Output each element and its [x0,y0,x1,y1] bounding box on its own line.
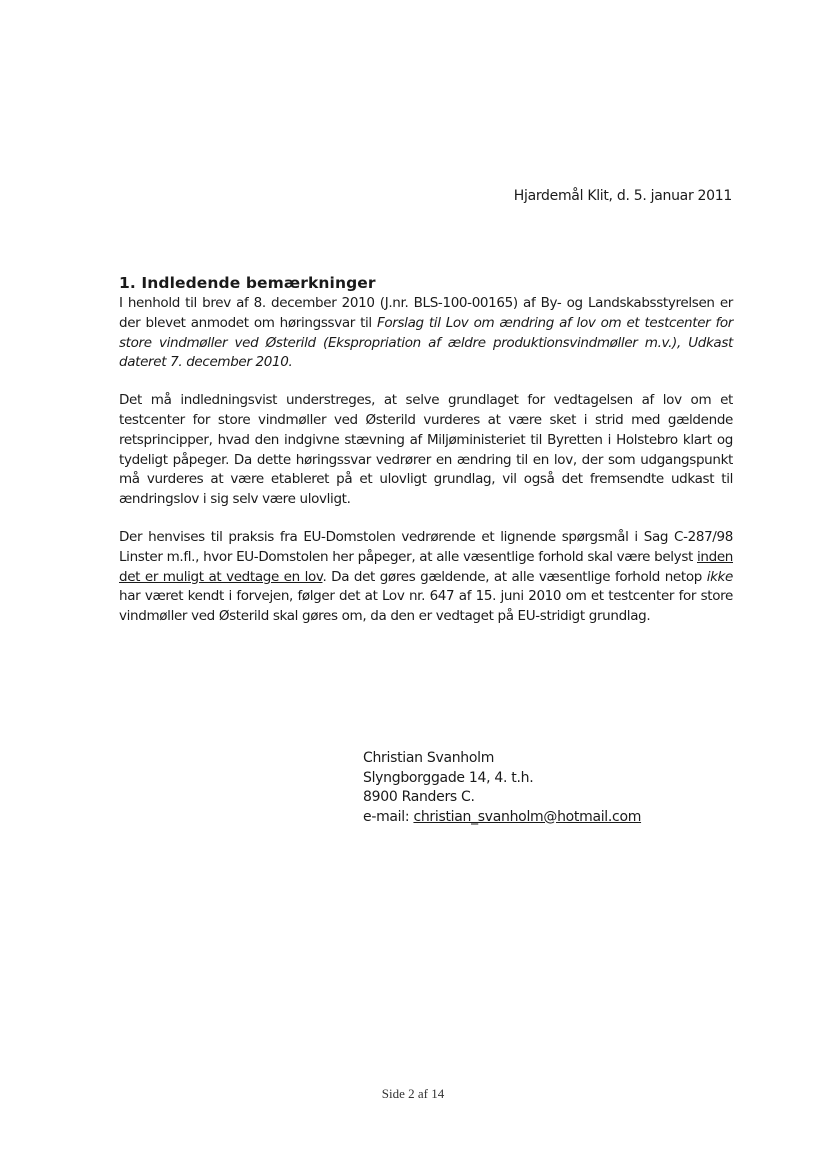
page-number: Side 2 af 14 [381,1086,445,1101]
paragraph-1 [119,294,733,373]
paragraph-3 [119,528,733,627]
signature-city: 8900 Randers C. [363,789,475,805]
paragraph-2: Det må indledningsvist understreges, at selve grundlaget for vedtagelsen af lov om et testcenter for store vindmøller ved Østerild vurderes at være sket i strid med gældende retsprincipper, hvad den indgivne stævning af Miljøministeriet til Byretten i Holstebro klart og tydeligt påpeger. Da dette høringssvar vedrører en ændring til en lov, der som udgangspunkt må vurderes at være etableret på et ulovligt grundlag, vil også det fremsendte udkast til ændringslov i sig selv være ulovligt. [119,392,733,508]
dateline: Hjardemål Klit, d. 5. januar 2011 [513,188,732,204]
paragraph-3-italic-word: ikke [706,568,733,585]
paragraph-3-text-a: Der henvises til praksis fra EU-Domstolen vedrørende et lignende spørgsmål i Sag C-287/98 Linster m.fl., hvor EU-Domstolen her påpeger, at alle væsentlige forhold skal være belyst [119,528,733,565]
paragraph-3-underlined-phrase: inden det er muligt at vedtage en lov [119,548,733,585]
signature-email-line [363,808,641,828]
signature-name: Christian Svanholm [363,750,495,766]
paragraph-3-text-c: har været kendt i forvejen, følger det at Lov nr. 647 af 15. juni 2010 om et testcenter for store vindmøller ved Østerild skal gøres om, da den er vedtaget på EU-stridigt grundlag. [119,588,733,625]
email-link[interactable]: christian_svanholm@hotmail.com [413,808,642,825]
section-introductory-remarks [119,274,733,645]
section-heading: 1. Indledende bemærkninger [119,274,376,292]
signature-street: Slyngborggade 14, 4. t.h. [363,769,534,786]
email-label: e-mail: [363,808,414,825]
paragraph-1-italic-title: Forslag til Lov om ændring af lov om et testcenter for store vindmøller ved Østerild (Ekspropriation af ældre produktionsvindmøller m.v.), Udkast dateret 7. december 2010. [119,314,733,371]
signature-block [363,749,641,827]
paragraph-3-text-b: . Da det gøres gældende, at alle væsentlige forhold netop [322,568,707,585]
paragraph-1-text: I henhold til brev af 8. december 2010 (J.nr. BLS-100-00165) af By- og Landskabsstyrelsen er der blevet anmodet om høringssvar til [119,295,733,331]
